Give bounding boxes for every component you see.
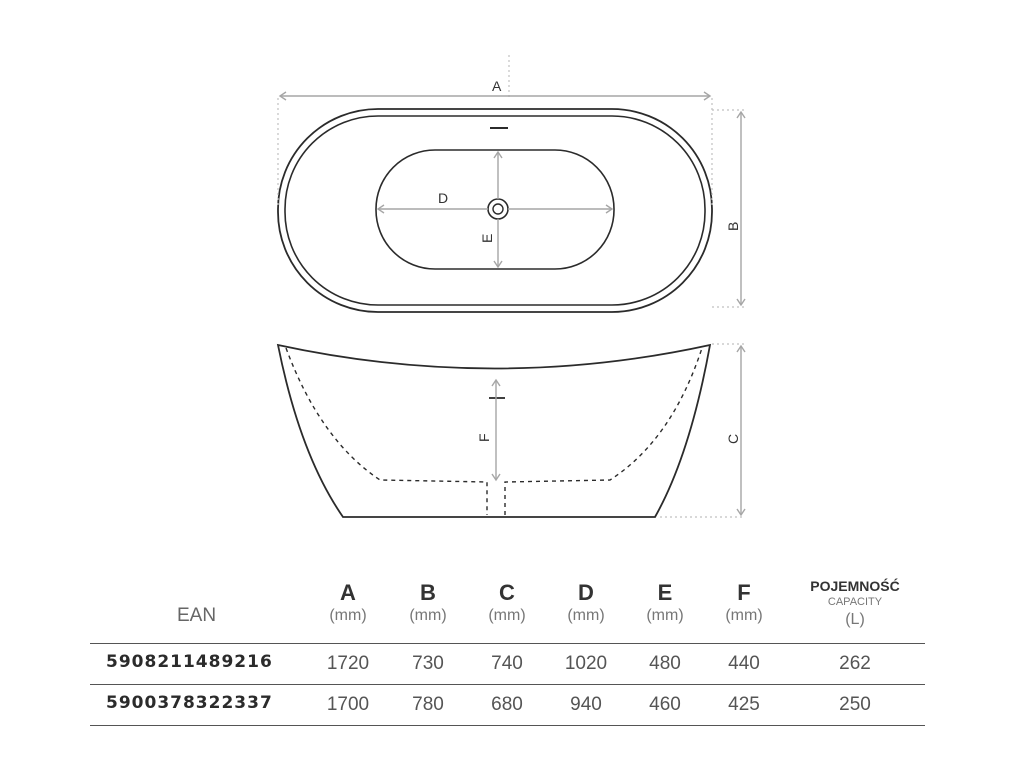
value-a: 1700: [326, 694, 370, 715]
dimension-e-label: E: [479, 233, 495, 243]
ean-code: 5900378322337: [106, 693, 273, 713]
value-c: 680: [491, 694, 523, 715]
column-header-c: C (mm): [488, 580, 526, 624]
side-view: [278, 344, 745, 517]
column-header-capacity: POJEMNOŚĆ CAPACITY (L): [810, 578, 900, 628]
ean-code: 5908211489216: [106, 652, 273, 672]
column-header-d: D (mm): [567, 580, 605, 624]
value-d: 1020: [564, 653, 608, 674]
value-d: 940: [570, 694, 602, 715]
column-header-f: F (mm): [725, 580, 763, 624]
dimension-c-label: C: [725, 433, 741, 444]
value-capacity: 262: [839, 653, 871, 674]
specification-table: [90, 575, 925, 726]
top-view: [278, 55, 745, 312]
value-capacity: 250: [839, 694, 871, 715]
value-f: 425: [728, 694, 760, 715]
table-row: [90, 643, 925, 684]
tub-side-shell: [278, 345, 710, 517]
tub-inner-profile: [286, 348, 702, 515]
column-header-b: B (mm): [409, 580, 447, 624]
value-e: 480: [649, 653, 681, 674]
column-header-e: E (mm): [646, 580, 684, 624]
value-b: 730: [412, 653, 444, 674]
ean-header: EAN: [177, 605, 217, 626]
value-e: 460: [649, 694, 681, 715]
column-header-a: A (mm): [329, 580, 367, 624]
value-c: 740: [491, 653, 523, 674]
table-row: [90, 684, 925, 726]
dimension-d-label: D: [438, 190, 449, 206]
table-header: [90, 575, 925, 643]
drain-icon: [488, 199, 508, 219]
value-b: 780: [412, 694, 444, 715]
value-f: 440: [728, 653, 760, 674]
dimension-a-label: A: [492, 78, 502, 94]
dimension-b-label: B: [725, 221, 741, 231]
value-a: 1720: [326, 653, 370, 674]
dimension-f-label: F: [476, 433, 492, 442]
